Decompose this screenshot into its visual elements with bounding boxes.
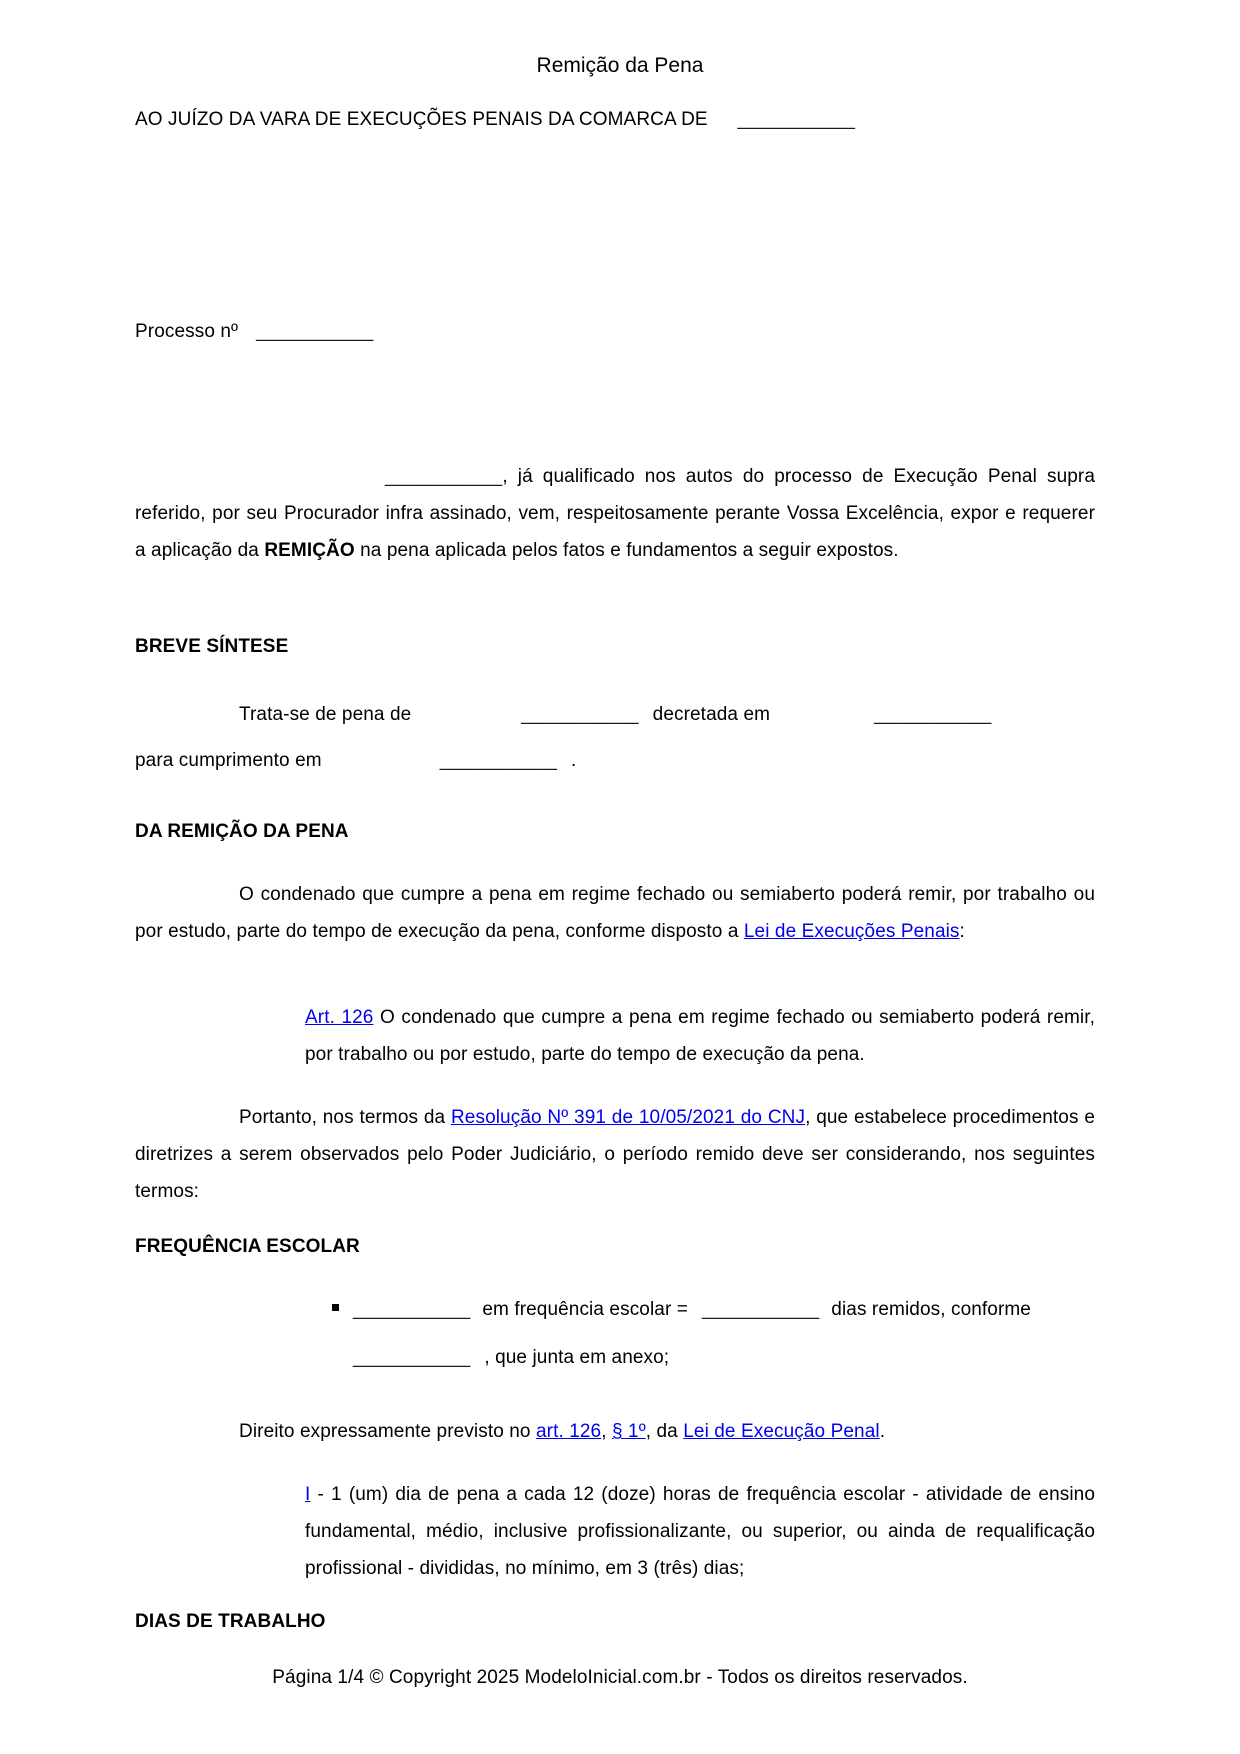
page-title: Remição da Pena xyxy=(536,54,704,77)
blank-field-processo: ___________ xyxy=(256,321,374,342)
section-heading-remicao: DA REMIÇÃO DA PENA xyxy=(135,821,349,842)
bullet-text-b: dias remidos, conforme xyxy=(831,1299,1031,1320)
bullet-text-a: em frequência escolar = xyxy=(482,1299,688,1320)
direito-text-d: . xyxy=(879,1421,886,1442)
art126-quote-text: O condenado que cumpre a pena em regime fechado ou semiaberto poderá remir, por trabalho ou por estudo, parte do tempo de execução da pena. xyxy=(305,1007,1096,1065)
remicao-text-1b: : xyxy=(959,921,965,942)
addressee-line xyxy=(135,101,1195,138)
blank-field-comarca: ___________ xyxy=(737,109,856,130)
blank-field-horas: ___________ xyxy=(353,1299,471,1320)
portanto-text-a: Portanto, nos termos da xyxy=(239,1107,451,1128)
breve-line-2 xyxy=(135,738,1100,784)
direito-text-c: , da xyxy=(645,1421,684,1442)
bullet-text-c: , que junta em anexo; xyxy=(484,1347,670,1368)
addressee-text: AO JUÍZO DA VARA DE EXECUÇÕES PENAIS DA COMARCA DE xyxy=(135,109,708,130)
link-resolucao-391-cnj[interactable]: Resolução Nº 391 de 10/05/2021 do CNJ xyxy=(450,1107,806,1128)
link-inciso-i[interactable]: I xyxy=(305,1484,311,1505)
process-line xyxy=(135,313,835,350)
direito-text-a: Direito expressamente previsto no xyxy=(239,1421,536,1442)
inciso-i-text: - 1 (um) dia de pena a cada 12 (doze) horas de frequência escolar - atividade de ensino fundamental, médio, inclusive profissionalizante, ou superior, ou ainda de requalificação profissional - divididas, no mínimo, em 3 (três) dias; xyxy=(305,1484,1095,1579)
blank-field-pena: ___________ xyxy=(521,704,639,725)
link-art-126[interactable]: Art. 126 xyxy=(305,1007,374,1028)
blank-field-regime: ___________ xyxy=(439,750,558,771)
bullet-icon xyxy=(332,1304,339,1311)
breve-text-2a: para cumprimento em xyxy=(135,750,322,771)
direito-text-b: , xyxy=(601,1421,612,1442)
blank-field-dias-remidos: ___________ xyxy=(701,1299,820,1320)
blank-field-data-decreto: ___________ xyxy=(874,704,992,725)
breve-text-1b: decretada em xyxy=(652,704,771,725)
portanto-text-b: , que estabelece procedimentos e diretrizes a serem observados pelo Poder Judiciário, o período remido deve ser considerando, nos seguintes termos: xyxy=(135,1107,1095,1202)
qualification-paragraph xyxy=(135,458,1095,569)
direito-paragraph xyxy=(135,1413,1095,1450)
breve-sintese-body xyxy=(135,692,1100,784)
blank-field-documento: ___________ xyxy=(353,1347,471,1368)
link-lei-execucao-penal[interactable]: Lei de Execução Penal xyxy=(683,1421,880,1442)
bullet-line-2 xyxy=(353,1334,1102,1382)
link-paragrafo-1[interactable]: § 1º xyxy=(611,1421,646,1442)
remicao-paragraph-2 xyxy=(135,1099,1095,1210)
frequencia-bullet-item xyxy=(332,1286,1102,1382)
inciso-i-blockquote xyxy=(305,1476,1095,1587)
remicao-paragraph-1 xyxy=(135,876,1095,950)
page-footer: Página 1/4 © Copyright 2025 ModeloInicial.com.br - Todos os direitos reservados. xyxy=(272,1667,968,1688)
section-heading-dias-trabalho: DIAS DE TRABALHO xyxy=(135,1611,326,1632)
blank-field-nome: ___________ xyxy=(385,466,503,487)
breve-text-2-dot: . xyxy=(571,750,577,771)
section-heading-breve-sintese: BREVE SÍNTESE xyxy=(135,636,289,657)
link-art-126-par[interactable]: art. 126 xyxy=(535,1421,602,1442)
breve-text-1a: Trata-se de pena de xyxy=(239,704,412,725)
remicao-text-1a: O condenado que cumpre a pena em regime fechado ou semiaberto poderá remir, por trabalho ou por estudo, parte do tempo de execução da pena, conforme disposto a xyxy=(135,884,1095,942)
link-lei-execucoes-penais[interactable]: Lei de Execuções Penais xyxy=(743,921,960,942)
qualification-text-1: , já qualificado nos autos do processo de Execução Penal supra referido, por seu Procurador infra assinado, vem, respeitosamente perante Vossa Excelência, expor e requerer a aplicação da xyxy=(135,466,1095,561)
art126-blockquote xyxy=(305,999,1095,1073)
remicao-bold-word: REMIÇÃO xyxy=(264,540,355,561)
bullet-line-1 xyxy=(332,1286,1102,1334)
qualification-text-2: na pena aplicada pelos fatos e fundamentos a seguir expostos. xyxy=(354,540,899,561)
breve-line-1 xyxy=(135,692,1100,738)
section-heading-frequencia: FREQUÊNCIA ESCOLAR xyxy=(135,1236,360,1257)
process-label: Processo nº xyxy=(135,321,239,342)
